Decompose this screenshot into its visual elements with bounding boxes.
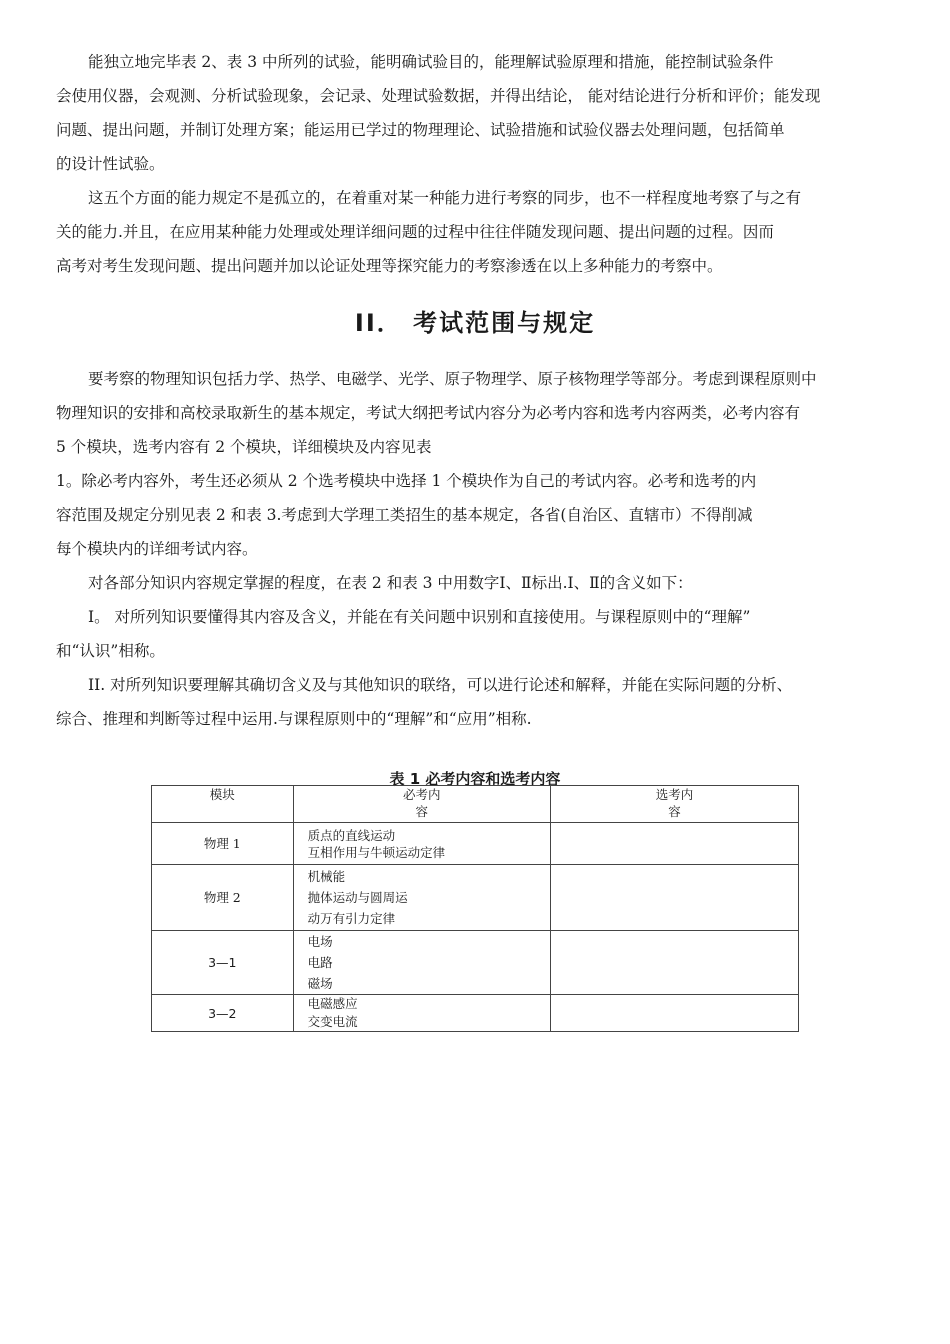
required-item: 磁场 <box>307 976 333 991</box>
required-item: 电场 <box>307 934 333 949</box>
paragraph-line: 1。除必考内容外，考生还必须从 2 个选考模块中选择 1 个模块作为自己的考试内容。必考和选考的内 <box>56 472 757 490</box>
paragraph-line: 能独立地完毕表 2、表 3 中所列的试验，能明确试验目的，能理解试验原理和措施，能控制试验条件 <box>88 53 774 71</box>
required-item: 抛体运动与圆周运 <box>307 890 408 905</box>
module-cell: 3—2 <box>152 995 294 1032</box>
paragraph-line: 这五个方面的能力规定不是孤立的，在着重对某一种能力进行考察的同步，也不一样程度地考察了与之有 <box>88 189 802 207</box>
level-2-definition: II. 对所列知识要理解其确切含义及与其他知识的联络，可以进行论述和解释，并能在实际问题的分析、 <box>88 676 793 694</box>
module-cell: 物理 2 <box>152 865 294 931</box>
required-item: 机械能 <box>307 869 346 884</box>
header-required-label: 容 <box>415 804 429 819</box>
required-cell <box>293 931 550 995</box>
required-item: 动万有引力定律 <box>307 911 396 926</box>
header-required-label: 必考内 <box>403 787 441 802</box>
required-cell <box>293 995 550 1032</box>
experiment-ability-paragraph <box>56 45 888 181</box>
required-item: 互相作用与牛顿运动定律 <box>307 844 446 860</box>
table-row <box>152 931 799 995</box>
required-cell <box>293 823 550 865</box>
optional-cell <box>551 865 799 931</box>
header-optional-label: 容 <box>668 804 681 819</box>
paragraph-line: 关的能力.并且，在应用某种能力处理或处理详细问题的过程中往往伴随发现问题、提出问题的过程。因而 <box>56 223 774 241</box>
table-row <box>152 995 799 1032</box>
paragraph-line: 问题、提出问题，并制订处理方案；能运用已学过的物理理论、试验措施和试验仪器去处理问题，包括简单 <box>56 121 785 139</box>
header-module-label: 模块 <box>209 787 235 802</box>
table-caption: 表 1 必考内容和选考内容 <box>389 770 561 788</box>
required-item: 电路 <box>307 955 333 970</box>
table-header-row <box>152 786 799 823</box>
paragraph-line: 每个模块内的详细考试内容。 <box>56 540 258 558</box>
section-title: II． 考试范围与规定 <box>354 309 596 337</box>
optional-cell <box>551 931 799 995</box>
level-2-definition-cont: 综合、推理和判断等过程中运用.与课程原则中的“理解”和“应用”相称. <box>56 710 532 728</box>
level-1-definition-cont: 和“认识”相称。 <box>56 642 165 660</box>
optional-cell <box>551 823 799 865</box>
mastery-levels-paragraph <box>56 566 888 736</box>
table-row <box>152 823 799 865</box>
paragraph-line: 5 个模块，选考内容有 2 个模块，详细模块及内容见表 <box>56 438 432 456</box>
paragraph-line: 要考察的物理知识包括力学、热学、电磁学、光学、原子物理学、原子核物理学等部分。考虑到课程原则中 <box>88 370 817 388</box>
levels-intro: 对各部分知识内容规定掌握的程度，在表 2 和表 3 中用数字Ⅰ、Ⅱ标出.Ⅰ、Ⅱ的含义如下： <box>88 574 693 592</box>
paragraph-line: 会使用仪器，会观测、分析试验现象，会记录、处理试验数据，并得出结论， 能对结论进行分析和评价；能发现 <box>56 87 821 105</box>
required-item: 质点的直线运动 <box>307 827 396 843</box>
paragraph-line: 的设计性试验。 <box>56 155 165 173</box>
module-cell: 物理 1 <box>152 823 294 865</box>
ability-relation-paragraph <box>56 181 888 283</box>
header-required <box>293 786 550 823</box>
header-optional <box>551 786 799 823</box>
optional-cell <box>551 995 799 1032</box>
required-item: 电磁感应 <box>307 996 358 1011</box>
required-item: 交变电流 <box>307 1014 358 1029</box>
required-cell <box>293 865 550 931</box>
header-module <box>152 786 294 823</box>
level-1-definition: Ⅰ。 对所列知识要懂得其内容及含义，并能在有关问题中识别和直接使用。与课程原则中的“理解” <box>88 608 751 626</box>
paragraph-line: 物理知识的安排和高校录取新生的基本规定，考试大纲把考试内容分为必考内容和选考内容两类，必考内容有 <box>56 404 801 422</box>
paragraph-line: 容范围及规定分别见表 2 和表 3.考虑到大学理工类招生的基本规定，各省(自治区、直辖市）不得削减 <box>56 506 753 524</box>
content-table <box>151 785 799 1032</box>
exam-scope-paragraph <box>56 362 888 566</box>
paragraph-line: 高考对考生发现问题、提出问题并加以论证处理等探究能力的考察渗透在以上多种能力的考察中。 <box>56 257 723 275</box>
module-cell: 3—1 <box>152 931 294 995</box>
table-row <box>152 865 799 931</box>
header-optional-label: 选考内 <box>655 787 694 802</box>
